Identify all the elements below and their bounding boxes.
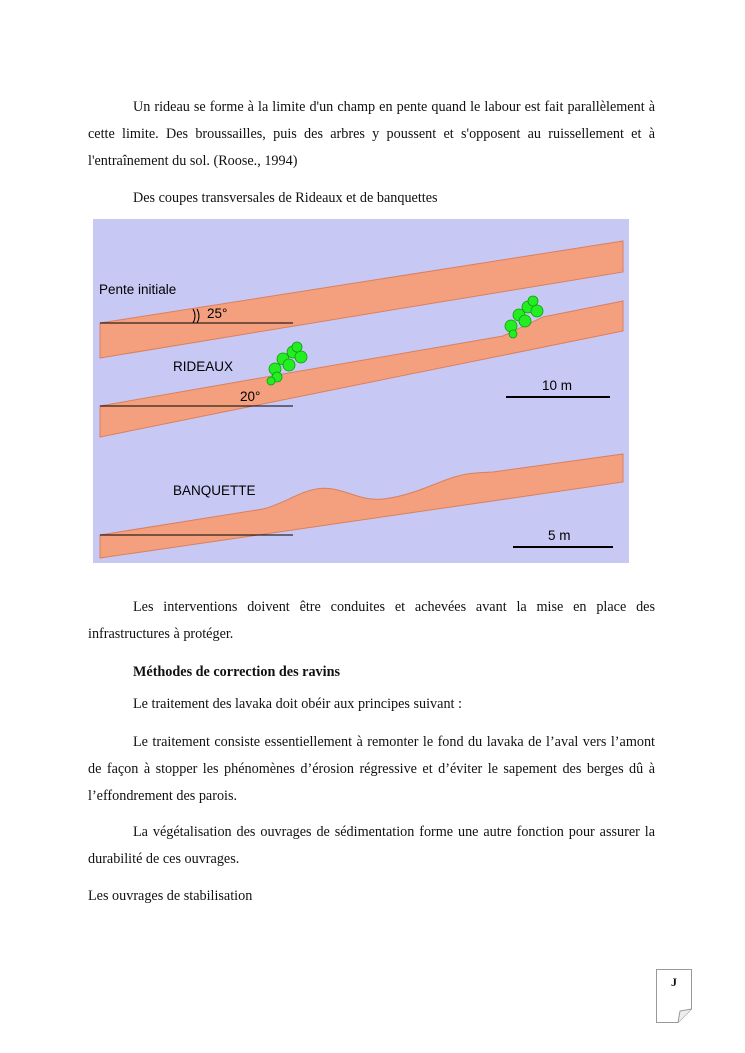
paragraph-rideau-definition: Un rideau se forme à la limite d'un champ en pente quand le labour est fait parallèlement à cette limite. Des broussailles, puis des arbres y poussent et s'opposent au ruissellement et à l'entraînement du sol. (Roose., 1994)	[88, 99, 655, 169]
paragraph-vegetalisation: La végétalisation des ouvrages de sédimentation forme une autre fonction pour assurer la durabilité de ces ouvrages.	[88, 824, 655, 867]
paragraph-traitement: Le traitement consiste essentiellement à remonter le fond du lavaka de l’aval vers l’amont de façon à stopper les phénomènes d’érosion régressive et d’éviter le sapement des berges dû à l’effondrement des parois.	[88, 734, 655, 804]
label-angle-20: 20°	[240, 389, 261, 404]
label-pente-initiale: Pente initiale	[99, 282, 177, 297]
page-number: J	[671, 975, 677, 989]
paragraph-ouvrages-stabilisation: Les ouvrages de stabilisation	[88, 888, 253, 904]
label-scale-5m: 5 m	[548, 528, 571, 543]
paragraph-interventions: Les interventions doivent être conduites et achevées avant la mise en place des infrastructures à protéger.	[88, 599, 655, 642]
paragraph-principes: Le traitement des lavaka doit obéir aux principes suivant :	[133, 696, 462, 712]
label-angle-25: 25°	[207, 306, 228, 321]
cross-section-figure	[93, 219, 629, 563]
page-number-box	[656, 969, 692, 1023]
label-banquette: BANQUETTE	[173, 483, 256, 498]
cross-section-diagram	[93, 219, 629, 563]
label-rideaux: RIDEAUX	[173, 359, 234, 374]
figure-caption: Des coupes transversales de Rideaux et de banquettes	[133, 190, 438, 206]
section-heading: Méthodes de correction des ravins	[133, 664, 341, 680]
label-scale-10m: 10 m	[542, 378, 573, 393]
